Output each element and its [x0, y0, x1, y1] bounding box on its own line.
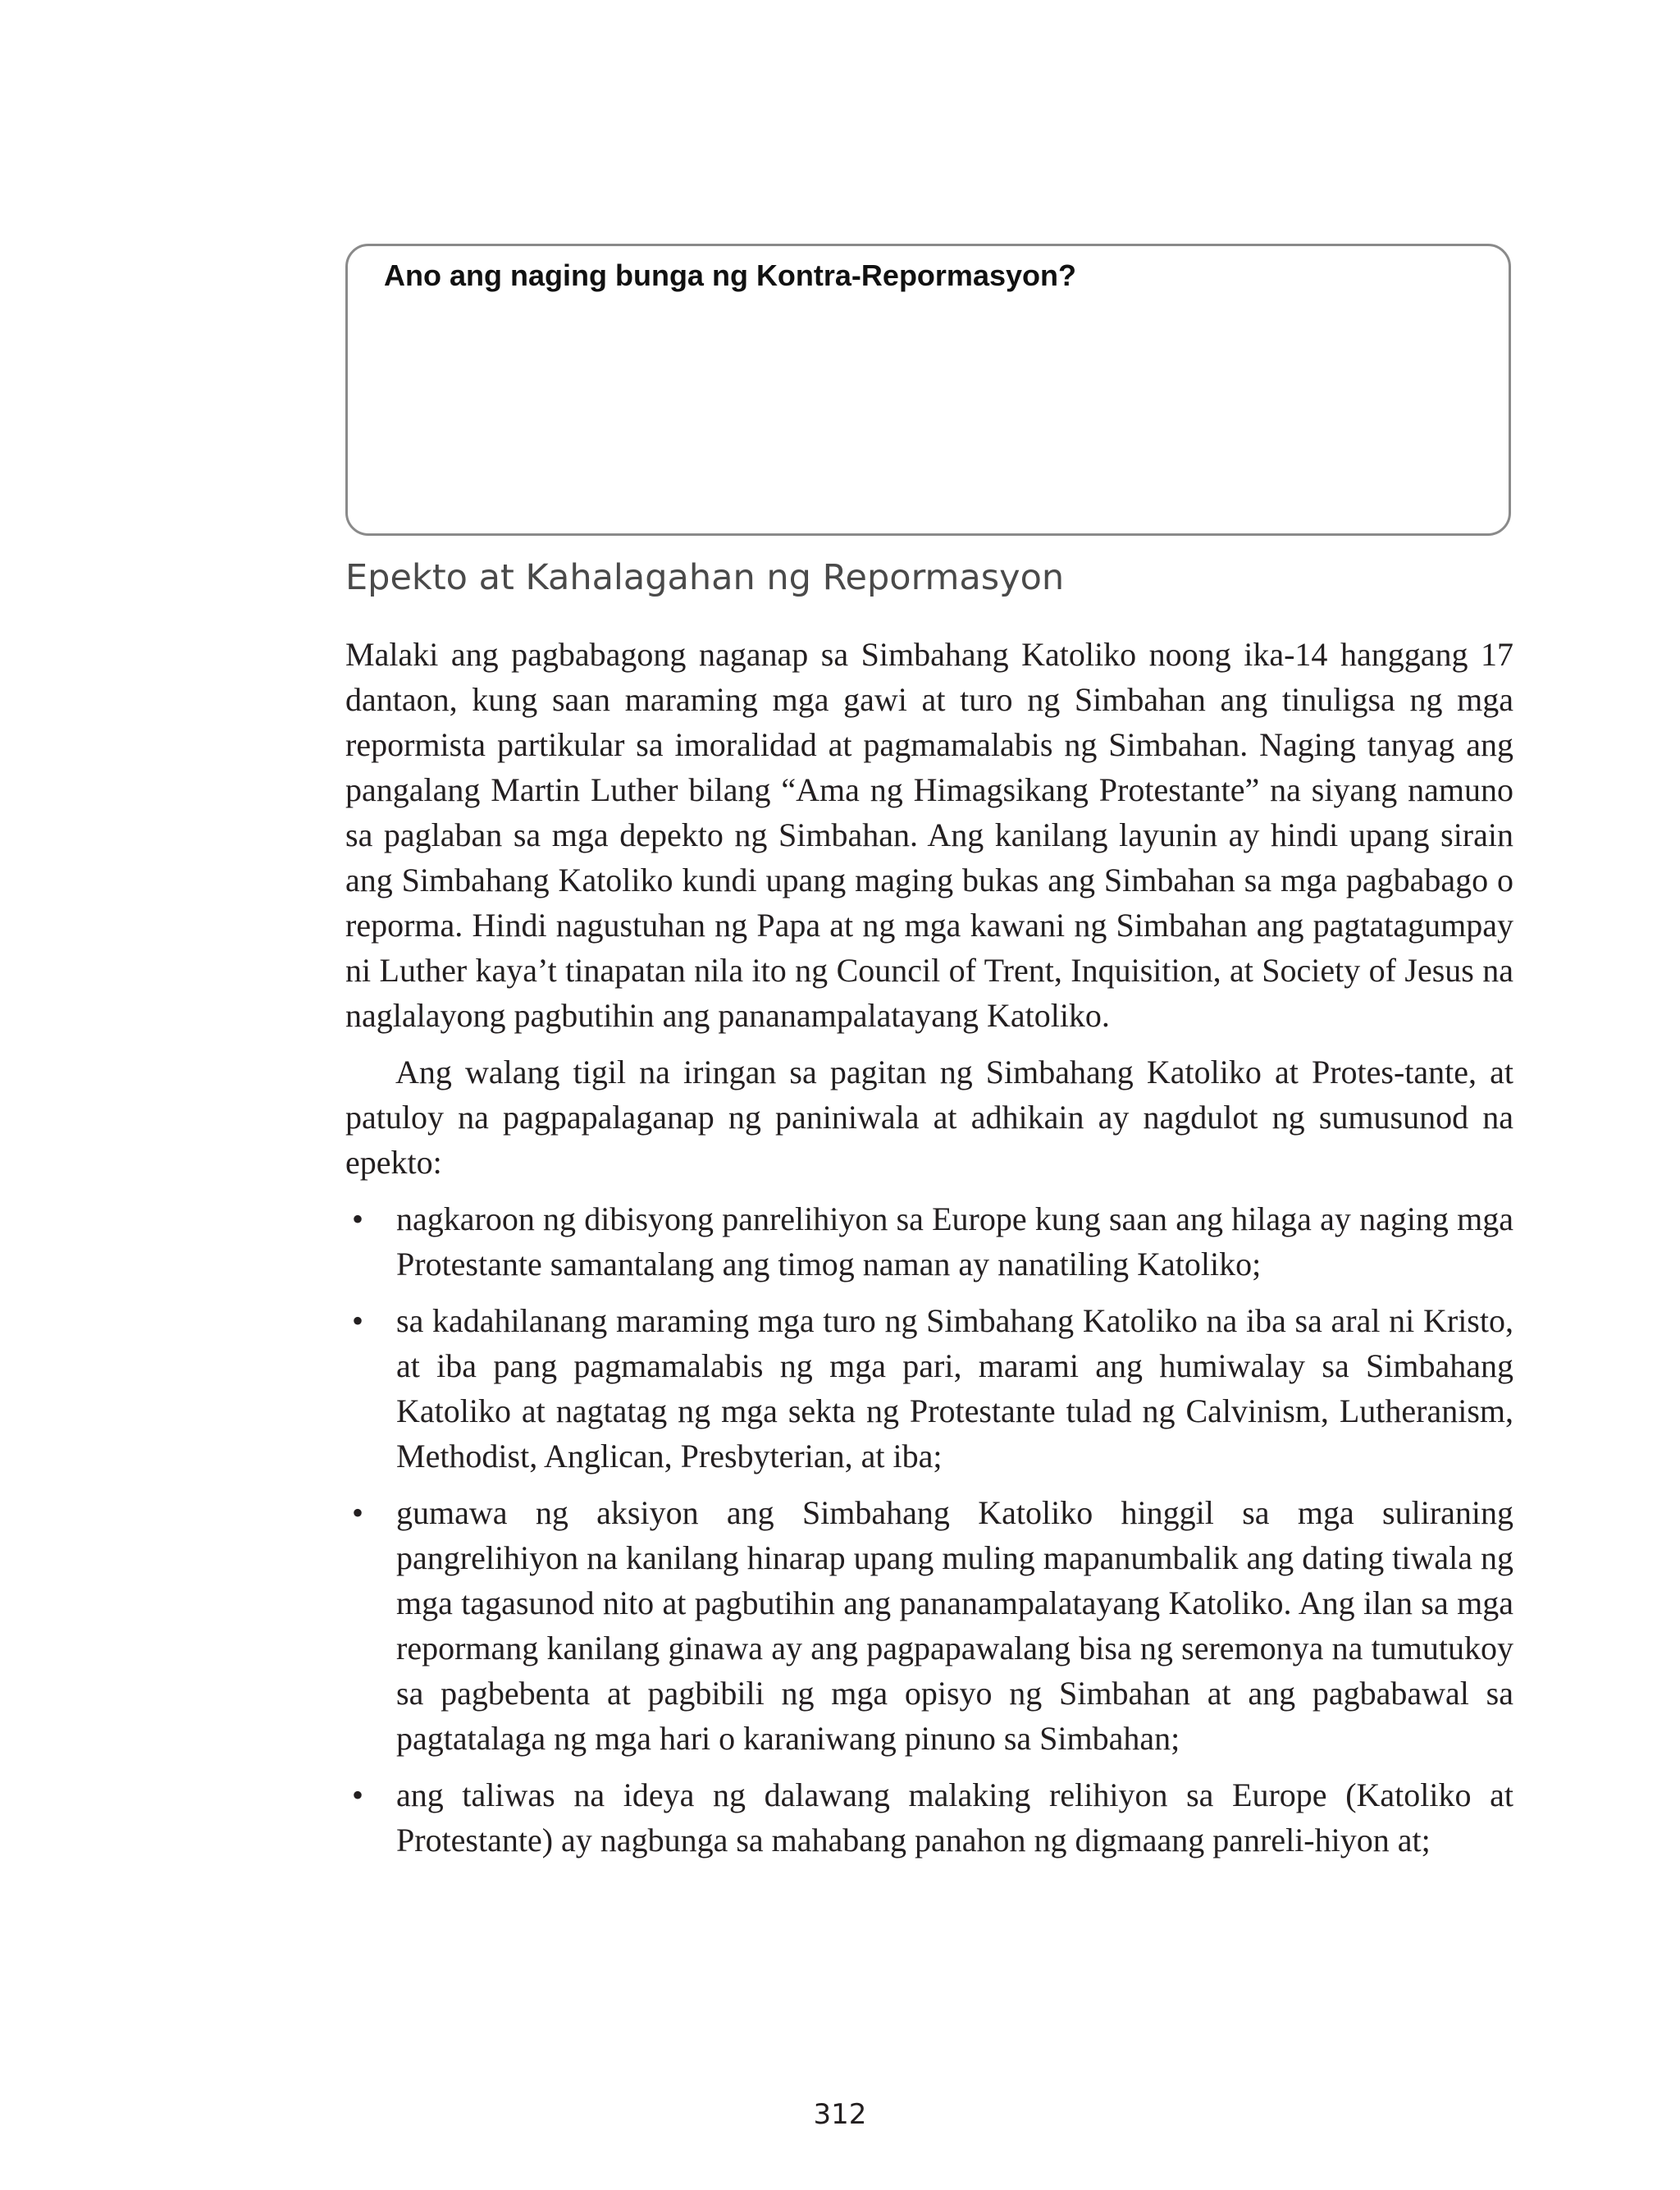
list-item [345, 1772, 1513, 1863]
bullet-icon: • [352, 1776, 364, 1813]
body-text [345, 632, 1513, 1874]
bullet-icon: • [352, 1494, 364, 1531]
section-heading: Epekto at Kahalagahan ng Repormasyon [345, 557, 1065, 598]
list-item [345, 1298, 1513, 1479]
bullet-icon: • [352, 1200, 364, 1237]
effects-list [345, 1196, 1513, 1863]
paragraph: Ang walang tigil na iringan sa pagitan ng Simbahang Katoliko at Protes-tante, at patuloy na pagpapalaganap ng paniniwala at adhikain ay nagdulot ng sumusunod na epekto: [345, 1054, 1513, 1181]
bullet-icon: • [352, 1302, 364, 1339]
paragraph: Malaki ang pagbabagong naganap sa Simbahang Katoliko noong ika-14 hanggang 17 dantaon, kung saan maraming mga gawi at turo ng Simbahan ang tinuligsa ng mga repormista partikular sa imoralidad at pagmamalabis ng Simbahan. Naging tanyag ang pangalang Martin Luther bilang “Ama ng Himagsikang Protestante” na siyang namuno sa paglaban sa mga depekto ng Simbahan. Ang kanilang layunin ay hindi upang sirain ang Simbahang Katoliko kundi upang maging bukas ang Simbahan sa mga pagbabago o reporma. Hindi nagustuhan ng Papa at ng mga kawani ng Simbahan ang pagtatagumpay ni Luther kaya’t tinapatan nila ito ng Council of Trent, Inquisition, at Society of Jesus na naglalayong pagbutihin ang pananampalatayang Katoliko. [345, 636, 1513, 1034]
list-item [345, 1490, 1513, 1761]
list-item-text: sa kadahilanang maraming mga turo ng Simbahang Katoliko na iba sa aral ni Kristo, at iba pang pagmamalabis ng mga pari, marami ang humiwalay sa Simbahang Katoliko at nagtatag ng mga sekta ng Protestante tulad ng Calvinism, Lutheranism, Methodist, Anglican, Presbyterian, at iba; [396, 1302, 1513, 1474]
question-box [345, 244, 1511, 536]
list-item-text: ang taliwas na ideya ng dalawang malaking relihiyon sa Europe (Katoliko at Protestante) ay nagbunga sa mahabang panahon ng digmaang panreli-hiyon at; [396, 1776, 1513, 1859]
question-prompt: Ano ang naging bunga ng Kontra-Repormasyon? [384, 258, 1076, 292]
list-item-text: gumawa ng aksiyon ang Simbahang Katoliko hinggil sa mga suliraning pangrelihiyon na kanilang hinarap upang muling mapanumbalik ang dating tiwala ng mga tagasunod nito at pagbutihin ang pananampalatayang Katoliko. Ang ilan sa mga repormang kanilang ginawa ay ang pagpapawalang bisa ng seremonya na tumutukoy sa pagbebenta at pagbibili ng mga opisyo ng Simbahan at ang pagbabawal sa pagtatalaga ng mga hari o karaniwang pinuno sa Simbahan; [396, 1494, 1513, 1757]
page-number: 312 [813, 2098, 867, 2131]
list-item [345, 1196, 1513, 1287]
list-item-text: nagkaroon ng dibisyong panrelihiyon sa Europe kung saan ang hilaga ay naging mga Protestante samantalang ang timog naman ay nanatiling Katoliko; [396, 1200, 1513, 1282]
